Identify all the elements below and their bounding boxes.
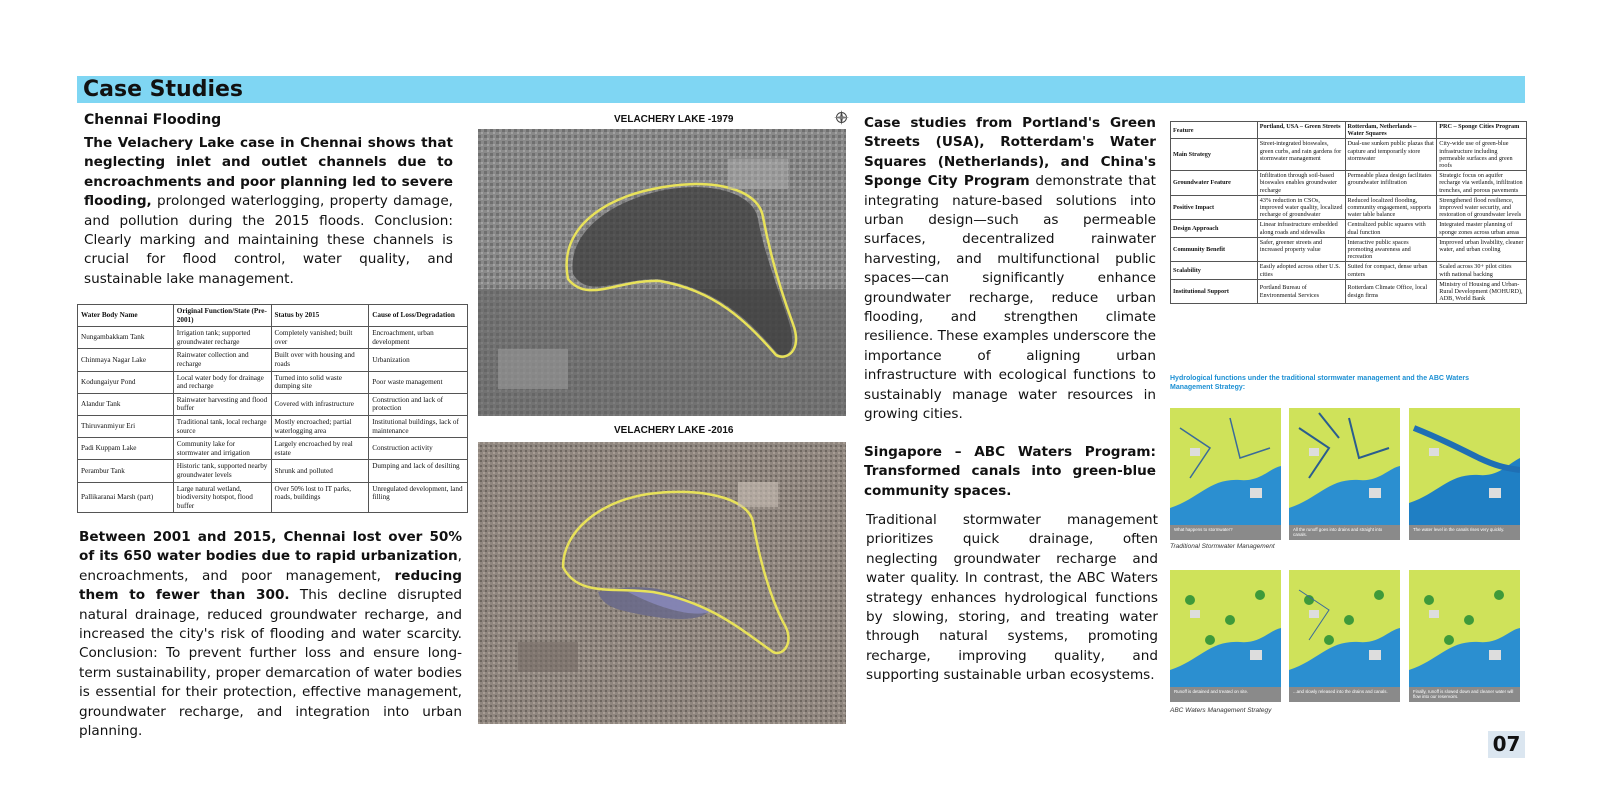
table-cell: Traditional tank, local recharge source [173,415,271,437]
table-cell: Dual-use sunken public plazas that capture and temporarily store stormwater [1345,139,1437,171]
table-cell: Institutional Support [1171,279,1258,304]
table-cell: Large natural wetland, biodiversity hotspot, flood buffer [173,482,271,513]
table-cell: Ministry of Housing and Urban-Rural Development (MOHURD), ADB, World Bank [1437,279,1527,304]
table-cell: 43% reduction in CSOs, improved water quality, localized recharge of groundwater [1257,195,1345,220]
water-bodies-table [77,304,468,513]
table-header-cell: Status by 2015 [271,305,369,327]
table-cell: Easily adopted across other U.S. cities [1257,262,1345,279]
table-cell: Irrigation tank; supported groundwater recharge [173,327,271,349]
table-cell: Rotterdam Climate Office, local design firms [1345,279,1437,304]
table-cell: Poor waste management [369,371,468,393]
table-header-cell: Cause of Loss/Degradation [369,305,468,327]
table-cell: Largely encroached by real estate [271,438,369,460]
comparison-table [1170,121,1527,304]
table-cell: Institutional buildings, lack of maintenance [369,415,468,437]
table-cell: Scaled across 30+ pilot cities with national backing [1437,262,1527,279]
velachery-map-1979 [478,129,846,416]
table-cell: Covered with infrastructure [271,393,369,415]
table-cell: Scalability [1171,262,1258,279]
diagram-caption: All the runoff goes into drains and straight into canals. [1289,525,1400,540]
table-header-row [1171,122,1527,139]
chennai-para2-text: This decline disrupted natural drainage, reduced groundwater recharge, and increased the city's risk of flooding and water scarcity. Conclusion: To prevent further loss and ensure long-term sustainability, proper demarcation of water bodies is essential for their protection, effective management, groundwater recharge, and integration into urban planning. [79,587,463,740]
table-header-cell: Rotterdam, Netherlands – Water Squares [1345,122,1437,139]
table-cell: Kodungaiyur Pond [78,371,174,393]
table-cell: Encroachment, urban development [369,327,468,349]
chennai-paragraph-1 [84,134,453,289]
table-header-row [78,305,468,327]
table-cell: Alandur Tank [78,393,174,415]
singapore-paragraph: Traditional stormwater management prioritizes quick drainage, often neglecting groundwater recharge and water quality. In contrast, the ABC Waters strategy enhances hydrological functions by slowing, storing, and treating water through natural systems, promoting recharge, improving quality, and supporting sustainable urban ecosystems. [866,512,1158,684]
chennai-subheading: Chennai Flooding [84,112,222,128]
table-cell: Infiltration through soil-based bioswales enables groundwater recharge [1257,171,1345,196]
table-cell: Mostly encroached; partial waterlogging area [271,415,369,437]
abc-diagram-1 [1170,570,1281,702]
table-cell: Improved urban livability, cleaner water, and urban cooling [1437,237,1527,262]
chennai-para1-bold: The Velachery Lake case in Chennai shows that neglecting inlet and outlet channels due to encroachments and poor planning led to severe flooding, [84,135,453,210]
table-cell: Street-integrated bioswales, green curbs, and rain gardens for stormwater management [1257,139,1345,171]
table-cell: Thiruvanmiyur Eri [78,415,174,437]
table-cell: Local water body for drainage and recharge [173,371,271,393]
table-row [78,438,468,460]
table-cell: Portland Bureau of Environmental Services [1257,279,1345,304]
diagram-caption: Runoff is detained and treated on site. [1170,687,1281,702]
table-cell: Construction and lack of protection [369,393,468,415]
table-cell: Shrunk and polluted [271,460,369,482]
table-header-cell: Feature [1171,122,1258,139]
table-cell: Dumping and lack of desilting [369,460,468,482]
table-cell: Safer, greener streets and increased property value [1257,237,1345,262]
diagram-caption: ...and slowly released into the drains and canals. [1289,687,1400,702]
table-row [78,327,468,349]
table-row [1171,195,1527,220]
chennai-para2-bold-2: reducing them to fewer than 300. [79,567,462,604]
chennai-para2-bold-1: Between 2001 and 2015, Chennai lost over 50% of its 650 water bodies due to rapid urbanization [79,529,462,565]
table-cell: Construction activity [369,438,468,460]
table-cell: Centralized public squares with dual function [1345,220,1437,237]
table-cell: Strategic focus on aquifer recharge via wetlands, infiltration trenches, and porous pavements [1437,171,1527,196]
table-row [1171,220,1527,237]
table-cell: Nungambakkam Tank [78,327,174,349]
table-cell: Reduced localized flooding, community engagement, supports water table balance [1345,195,1437,220]
map-label-2016: VELACHERY LAKE -2016 [614,425,734,436]
chennai-para1-text: prolonged waterlogging, property damage, and pollution during the 2015 floods. Conclusion: Clearly marking and maintaining these channels is crucial for flood control, water quality, and sustainable lake management. [84,193,453,287]
traditional-diagram-3 [1409,408,1520,540]
table-cell: City-wide use of green-blue infrastructure including permeable surfaces and green roofs [1437,139,1527,171]
table-header-cell: Portland, USA – Green Streets [1257,122,1345,139]
table-cell: Rainwater harvesting and flood buffer [173,393,271,415]
traditional-caption: Traditional Stormwater Management [1170,543,1275,550]
table-cell: Permeable plaza design facilitates groundwater infiltration [1345,171,1437,196]
table-cell: Design Approach [1171,220,1258,237]
table-header-cell: Original Function/State (Pre-2001) [173,305,271,327]
table-row [1171,171,1527,196]
table-cell: Perambur Tank [78,460,174,482]
global-case-studies-paragraph [864,114,1156,425]
table-cell: Pallikaranai Marsh (part) [78,482,174,513]
table-cell: Unregulated development, land filling [369,482,468,513]
table-cell: Rainwater collection and recharge [173,349,271,371]
table-cell: Community Benefit [1171,237,1258,262]
traditional-diagram-1 [1170,408,1281,540]
section-header-bar [77,76,1525,103]
table-cell: Turned into solid waste dumping site [271,371,369,393]
table-row [1171,262,1527,279]
table-row [1171,237,1527,262]
table-cell: Completely vanished; built over [271,327,369,349]
table-row [78,371,468,393]
page-number: 07 [1488,731,1525,758]
table-row [78,415,468,437]
table-header-cell: Water Body Name [78,305,174,327]
table-row [78,482,468,513]
table-cell: Main Strategy [1171,139,1258,171]
table-row [1171,279,1527,304]
table-cell: Positive Impact [1171,195,1258,220]
page-title: Case Studies [83,77,243,102]
singapore-heading: Singapore – ABC Waters Program: Transformed canals into green-blue community spaces. [864,444,1156,499]
chennai-para2-mid: , encroachments, and poor management, [79,548,462,584]
diagram-caption: What happens to stormwater? [1170,525,1281,540]
global-para-text: demonstrate that integrating nature-based solutions into urban design—such as permeable surfaces, decentralized rainwater harvesting, and multifunctional public spaces—can significantly enhance groundwater recharge, reduce urban flooding, and strengthen climate resilience. These examples underscore the importance of aligning urban infrastructure with ecological functions to sustainably manage water resources in growing cities. [864,173,1156,423]
map-label-1979: VELACHERY LAKE -1979 [614,114,734,125]
abc-caption: ABC Waters Management Strategy [1170,707,1272,714]
chennai-paragraph-2 [79,528,462,741]
diagram-caption: The water level in the canals rises very quickly. [1409,525,1520,540]
diagram-caption: Finally, runoff is slowed down and cleaner water will flow into our reservoirs. [1409,687,1520,702]
table-cell: Chinmaya Nagar Lake [78,349,174,371]
table-cell: Community lake for stormwater and irrigation [173,438,271,460]
abc-diagram-3 [1409,570,1520,702]
table-cell: Over 50% lost to IT parks, roads, buildings [271,482,369,513]
table-cell: Padi Kuppam Lake [78,438,174,460]
table-cell: Suited for compact, dense urban centers [1345,262,1437,279]
table-cell: Integrated master planning of sponge zones across urban areas [1437,220,1527,237]
global-para-bold: Case studies from Portland's Green Streets (USA), Rotterdam's Water Squares (Netherlands), and China's Sponge City Program [864,115,1156,190]
abc-diagram-2 [1289,570,1400,702]
table-cell: Built over with housing and roads [271,349,369,371]
velachery-map-2016 [478,442,846,724]
table-row [1171,139,1527,171]
diagrams-title: Hydrological functions under the traditional stormwater management and the ABC Waters Management Strategy: [1170,375,1469,391]
table-cell: Groundwater Feature [1171,171,1258,196]
table-cell: Linear infrastructure embedded along roads and sidewalks [1257,220,1345,237]
table-cell: Strengthened flood resilience, improved water security, and restoration of groundwater levels [1437,195,1527,220]
table-header-cell: PRC – Sponge Cities Program [1437,122,1527,139]
compass-icon [834,110,849,125]
table-row [78,349,468,371]
traditional-diagram-2 [1289,408,1400,540]
table-cell: Historic tank, supported nearby groundwater levels [173,460,271,482]
table-row [78,460,468,482]
table-row [78,393,468,415]
table-cell: Urbanization [369,349,468,371]
table-cell: Interactive public spaces promoting awareness and recreation [1345,237,1437,262]
